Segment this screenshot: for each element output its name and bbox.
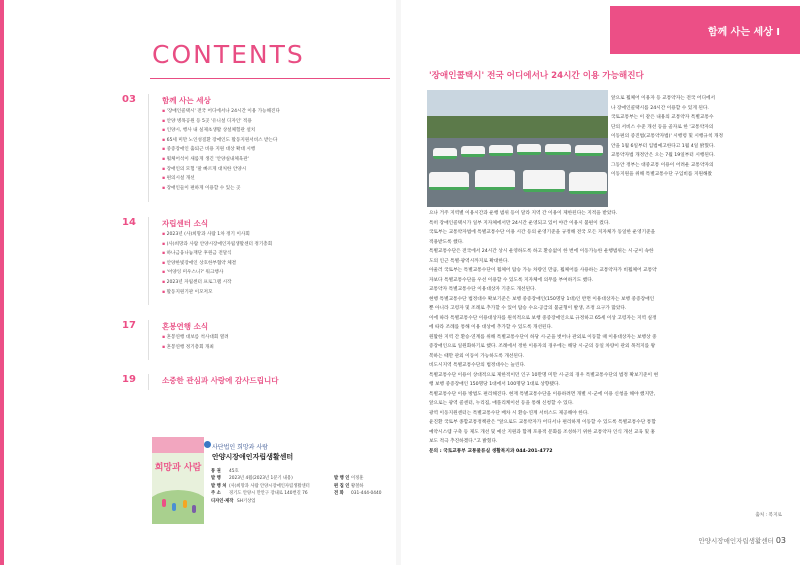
colophon-row <box>211 468 391 475</box>
toc-item[interactable]: ▪ '어양잉 미우스니?' 워크행사 <box>162 268 272 278</box>
folio-page-number: 03 <box>775 536 786 545</box>
article-line: 특별교통수단 이용이 상대적으로 제한적이던 인구 10만명 미만 시·군의 경우 특별교통수단의 법정 확보기준이 현 <box>429 372 659 378</box>
photo-taxi <box>569 172 607 194</box>
cover-figure <box>162 499 166 507</box>
article-line: 원활한 지역 간 환승·연계를 위해 특별교통수단이 하당 시·군을 벗어나 관외로 이동할 때 이용대상자는 보행상 중 <box>429 334 657 340</box>
photo-taxi <box>575 145 603 156</box>
cover-figure <box>192 505 196 513</box>
photo-taxi <box>429 172 469 190</box>
article-line: 증장애인으로 일원화하기로 했다. 조례에서 정한 이용자의 경우에는 해당 시·군의 동일 차량이 관외 목적지를 왕 <box>429 344 656 349</box>
colophon-label: 발 행 <box>211 476 221 482</box>
article-line: 으나 거주 지역별 이용시간과 운행 범위 등이 달라 지역 간 이용이 제한된다는 지적을 받았다. <box>429 211 618 216</box>
toc-item[interactable]: ▪ 안양 병목공원 등 5곳 '유니설 디자인' 적용 <box>162 117 280 127</box>
organization-brand <box>212 442 293 462</box>
toc-item[interactable]: ▪ 인양시, 행사 내 실제초생활 상설체험관 설치 <box>162 126 280 136</box>
contents-page <box>4 0 396 565</box>
article-line: 적용받도록 했다. <box>429 239 464 245</box>
article-line: 광역 이동지원센터는 특별교통수단 배차 시 환승·연계 서비스도 제공해야 한다. <box>429 410 589 416</box>
article-line: 이에 따라 특별교통수단 이용대상자를 원칙적으로 보행 중증장애인으로 규정하고 65세 이상 고령자는 지역 실정 <box>429 315 657 321</box>
article-line: 특별교통수단 이용 방법도 편리해진다. 현재 특별교통수단을 이용하려면 개별 시·군에 이용 신청을 해야 했지만, <box>429 391 656 397</box>
article-line: 특히 장애인콜택시가 일부 지자체에서만 24시간 운영되고 있어 야간 이용시 불편이 컸다. <box>429 220 610 226</box>
toc-item[interactable]: ▪ 혼봉연행 대보름 척사대회 열려 <box>162 333 229 343</box>
section-divider <box>148 217 149 305</box>
section-number: 19 <box>122 374 136 385</box>
article-line: 교통약자 특별교통수단 이용대상자 기준도 개선된다. <box>429 287 537 292</box>
section-divider <box>148 320 149 360</box>
photo-taxi <box>489 145 513 156</box>
photo-trees <box>427 116 608 140</box>
folio-publication: 안양시장애인자립생활센터 <box>698 537 774 545</box>
colophon-row <box>211 498 391 505</box>
section-title: 함께 사는 세상 <box>162 96 211 105</box>
article-title: '장애인콜택시' 전국 어디에서나 24시간 이용 가능해진다 <box>429 71 644 81</box>
section-title: 자립센터 소식 <box>162 219 209 228</box>
colophon-value: 2023년 4월(2023년 1분기 내용) <box>229 476 293 482</box>
section-title: 소중한 관심과 사랑에 감사드립니다 <box>162 376 279 385</box>
section-item-list <box>162 107 280 193</box>
article-line: 복하는 때만 관외 이동이 가능하도록 개선된다. <box>429 353 524 359</box>
photo-taxi <box>433 148 457 159</box>
cover-figure <box>172 503 176 511</box>
photo-taxi <box>517 144 541 155</box>
cover-title: 희망과 사람 <box>154 463 202 473</box>
article-line: 앞으로 휠체어 이용자 등 교통약자는 전국 어디에서 <box>611 96 716 101</box>
page-folio <box>698 536 786 545</box>
article-photo-accessible-taxis <box>427 90 608 207</box>
section-item-list <box>162 230 272 297</box>
cover-hill-illustration <box>152 490 204 524</box>
toc-item[interactable]: ▪ 장애인들이 편하게 이용할 수 있는 곳 <box>162 184 280 194</box>
contents-rule <box>150 78 390 79</box>
article-line: 국토부는 교통약자법에 특별교통수단 이용 시간 등의 운영기준을 규정해 전국 모든 지자체가 동일한 운영기준을 <box>429 230 656 235</box>
toc-item[interactable]: ▪ 중증장애인 출퇴근 비용 지원 대상 확대 시행 <box>162 145 280 155</box>
article-line: 이동지원을 위해 특별교통수단 구입비를 지원해왔 <box>611 172 713 177</box>
article-line: 도의 인근 특별·광역시까지로 확대한다. <box>429 258 509 264</box>
photo-taxi <box>461 146 485 157</box>
photo-taxi <box>475 170 515 190</box>
contact-line: 문의 : 국토교통부 교통물류실 생활복지과 044-201-4772 <box>429 448 553 454</box>
toc-item[interactable]: ▪ 편의시설 개선 <box>162 174 280 184</box>
section-number: 03 <box>122 94 136 105</box>
article-page <box>401 0 800 565</box>
article-line: 단의 서비스 수준 개선 등을 골자로 한 '교통약자의 <box>611 124 714 130</box>
article-line: 나 장애인콜택시를 24시간 이용할 수 있게 된다. <box>611 105 709 111</box>
article-line: 에 따라 조례를 통해 이용 대상에 추가할 수 있도록 개선된다. <box>429 325 553 330</box>
toc-item[interactable]: ▪ 장애인의 모험 '말 빠르게 대처한 안양시 <box>162 165 280 175</box>
toc-item[interactable]: ▪ 휠체어석이 새롭게 생긴 '안양실내체육관' <box>162 155 280 165</box>
toc-item[interactable]: ▪ 2023년 (사)희망과 사람 1차 정기 이사회 <box>162 230 272 240</box>
article-line: 비도시지역 특별교통수단의 법정대수는 늘린다. <box>429 363 526 368</box>
article-intro-column <box>611 94 789 180</box>
brand-name: 안양시장애인자립생활센터 <box>212 453 294 461</box>
colophon-label: 발 행 처 <box>211 483 227 489</box>
toc-item[interactable]: ▪ 2023년 자립센터 프로그램 시작 <box>162 278 272 288</box>
colophon-row <box>211 490 391 497</box>
colophon-label: 통 권 <box>211 469 221 474</box>
colophon-value: 45호 <box>229 469 239 474</box>
colophon-value: 031-444-0440 <box>351 491 382 497</box>
section-divider <box>148 374 149 390</box>
section-title: 혼봉연행 소식 <box>162 322 209 331</box>
photo-taxi <box>545 144 571 155</box>
article-line: 뿐 아니라 고령자 및 조례로 추가할 수 있어 탑승 수요·공급의 불균형이 발생, 조정 요구가 많았다. <box>429 306 627 311</box>
brand-subtitle: 사단법인 희망과 사람 <box>212 444 268 451</box>
colophon-label: 편 집 인 <box>334 483 350 489</box>
section-header-title: 함께 사는 세상 Ⅰ <box>707 27 780 38</box>
photo-taxi <box>523 170 565 192</box>
colophon-row <box>211 483 391 490</box>
article-line: 국토교통부는 이 같은 내용의 교통약자 특별교통수 <box>611 115 714 120</box>
colophon-label: 디자인·제작 <box>211 498 234 504</box>
toc-item[interactable]: ▪ 하나금융나눔재단 후원금 전달식 <box>162 249 272 259</box>
toc-item[interactable]: ▪ (사)희망과 사람 안양시장애인자립생활센터 정기총회 <box>162 240 272 250</box>
toc-item[interactable]: ▪ 안양한빛장애인 상호한부협약 체결 <box>162 259 272 269</box>
colophon-value: 경기도 안양시 만안구 장내로 140번길 76 <box>229 491 308 497</box>
colophon <box>211 468 391 505</box>
section-header-band <box>610 6 800 54</box>
article-line: 안을 1월 6일부터 입법예고한다고 1월 4일 밝혔다. <box>611 143 715 149</box>
article-line: 자보다 특별교통수단을 우선 이용할 수 있도록 지자체에 의무를 부여하기도 했다. <box>429 277 594 283</box>
colophon-value: SH기상업 <box>237 498 256 504</box>
colophon-label: 발 행 인 <box>334 476 350 482</box>
section-number: 17 <box>122 320 136 331</box>
cover-figure <box>183 500 187 508</box>
article-line: 윤진환 국토부 종합교통정책관은 "앞으로도 교통약자가 어디서나 편리하게 이동할 수 있도록 특별교통수단 통합 <box>429 420 656 425</box>
photo-credit: 출처 : 복지로 <box>755 513 782 518</box>
contents-heading: CONTENTS <box>152 40 305 69</box>
article-line: 앞으로는 광역 콜센터, 누리집, 애플리케이션 등을 통해 신청할 수 있다. <box>429 401 574 406</box>
cover-top-band <box>152 437 204 453</box>
section-item-list <box>162 333 229 352</box>
article-line: 예약시스템 구축 등 제도 개선 및 예산 지원과 함께 포용적 문화를 조성하기 위한 교통약자 인식 개선 교육 및 홍 <box>429 429 656 435</box>
article-line: 특별교통수단은 전국에서 24시간 상시 운영하도록 하고 환승없이 한 번에 이동가능한 운행범위는 시·군이 속한 <box>429 249 654 254</box>
colophon-label: 주 소 <box>211 491 221 497</box>
toc-item[interactable]: ▪ 65세 미만 노인성질환 장애인도 활동지원서비스 받는다 <box>162 136 280 146</box>
toc-item[interactable]: ▪ '장애인콜택시' 전국 어디에서나 24시간 이용 가능해진다 <box>162 107 280 117</box>
article-line: 행 보행 중증장애인 150명당 1대에서 100명당 1대로 상향됐다. <box>429 382 560 387</box>
colophon-value: 황철하 <box>351 483 364 489</box>
article-line: 아울러 국토부는 특별교통수단이 휠체어 탑승 가능 차량인 만큼, 휠체어를 사용하는 교통약자가 비휠체어 교통약 <box>429 268 657 273</box>
colophon-value: 이정훈 <box>351 476 364 482</box>
section-divider <box>148 94 149 202</box>
toc-item[interactable]: ▪ 혼봉연행 정기총회 개최 <box>162 343 229 353</box>
organization-logo-icon <box>204 441 211 448</box>
magazine-cover-thumbnail <box>152 437 204 524</box>
colophon-row <box>211 475 391 482</box>
article-line: 보도 적극 추진하겠다."고 밝혔다. <box>429 439 498 444</box>
article-line: 이동편의 증진법(교통약자법)' 시행령 및 시행규칙 개정 <box>611 134 724 139</box>
colophon-label: 전 화 <box>334 491 344 497</box>
article-line: 그동안 정부는 대중교통 이용이 어려운 교통약자의 <box>611 162 714 168</box>
article-body <box>429 209 791 456</box>
section-number: 14 <box>122 217 136 228</box>
article-line: 교통약자법 개정안은 오는 7월 19일부터 시행된다. <box>611 153 715 158</box>
article-line: 현행 특별교통수단 법정대수 확보기준은 보행 중증장애인(150명당 1대)인 반면 이용대상자는 보행 중증장애인 <box>429 296 655 302</box>
toc-item[interactable]: ▪ 활동지원기관 이모저모 <box>162 288 272 298</box>
colophon-value: (사)희망과 사람 안양시장애인자립생활센터 <box>229 483 310 489</box>
